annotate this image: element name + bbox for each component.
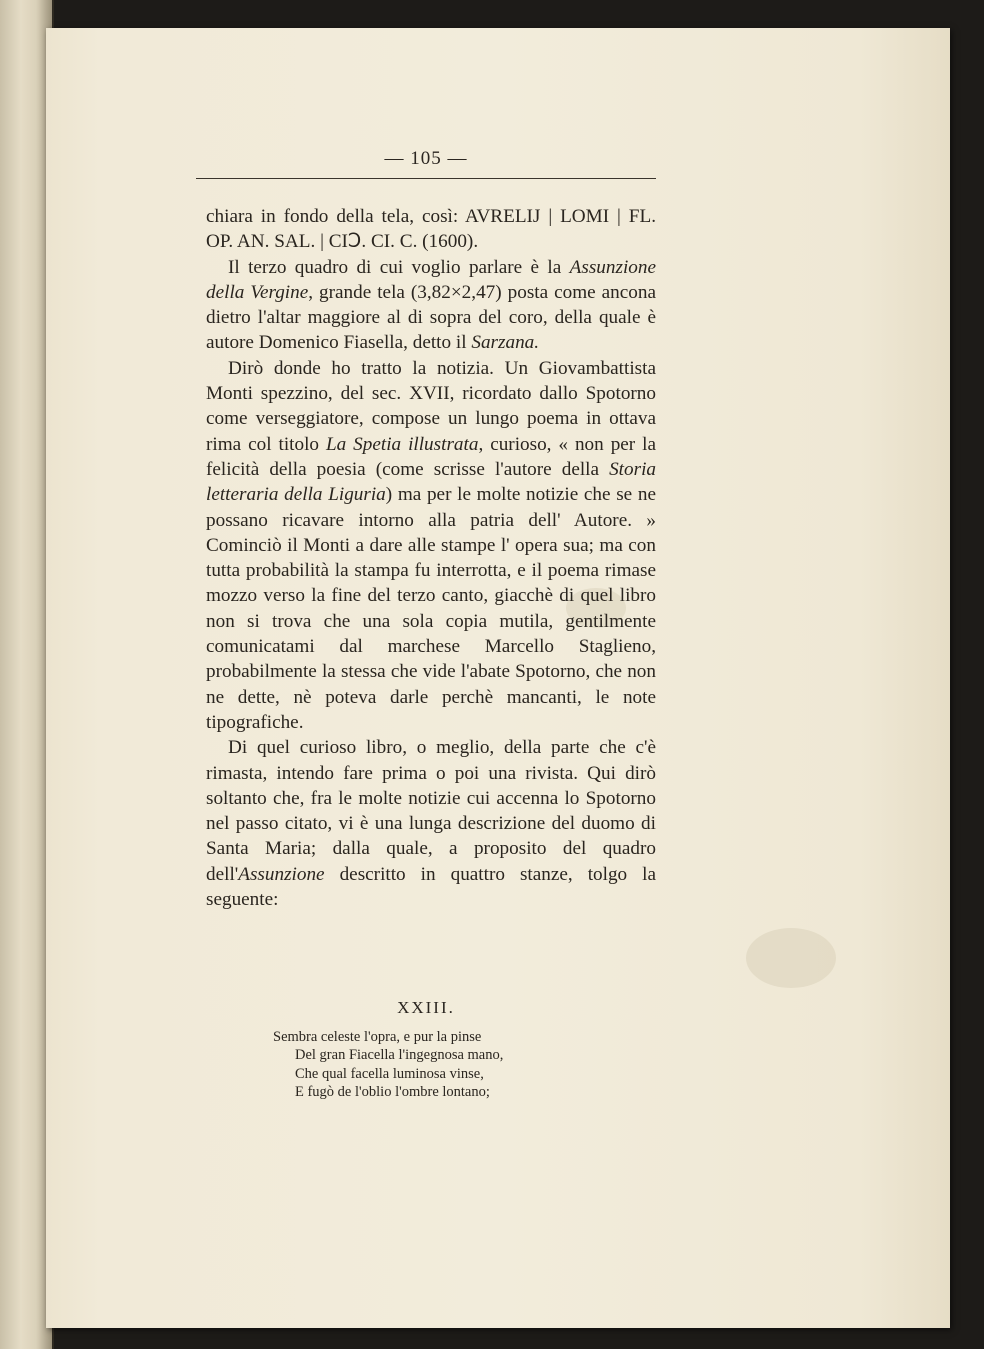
italic-title: Assunzione (238, 863, 325, 885)
poem-line: Sembra celeste l'opra, e pur la pinse (273, 1029, 482, 1045)
text-run: Dirò donde ho tratto la notizia. Un Giovambattista Monti spezzino, del sec. XVII, ricordato dallo Spotorno come verseggiatore, compose un lungo poema in ottava rima col titolo (206, 357, 656, 455)
italic-title: Storia letteraria della Liguria (206, 458, 656, 506)
paragraph (206, 735, 656, 912)
text-run: Di quel curioso libro, o meglio, della parte che c'è rimasta, intendo fare prima o poi una rivista. Qui dirò soltanto che, fra le molte notizie cui accenna lo Spotorno nel passo citato, vi è una lunga descrizione del duomo di Santa Maria; dalla quale, a proposito del quadro dell' (206, 737, 656, 885)
text-run: Il terzo quadro di cui voglio parlare è la (228, 256, 570, 278)
poem-line: E fugò de l'oblio l'ombre lontano; (295, 1084, 490, 1101)
poem-line: Del gran Fiacella l'ingegnosa mano, (295, 1047, 504, 1064)
paper-stain (746, 928, 836, 988)
italic-title: La Spetia illustrata (325, 433, 479, 455)
paragraph (206, 255, 656, 356)
text-run: chiara in fondo della tela, così: AVRELIJ | LOMI | FL. OP. AN. SAL. | CIↃ. CI. C. (1600). (206, 206, 656, 253)
paragraph (206, 204, 656, 255)
text-run: , curioso, « non per la felicità della poesia (come scrisse l'autore della (206, 433, 656, 480)
italic-name: Sarzana. (471, 332, 540, 354)
poem-line: Che qual facella luminosa vinse, (295, 1065, 484, 1082)
page-number: — 105 — (384, 148, 468, 169)
paragraph (206, 356, 656, 735)
header-rule (196, 178, 656, 179)
book-page (46, 28, 950, 1328)
stanza-number: XXIII. (397, 998, 455, 1017)
body-text (206, 204, 656, 912)
poem-stanza (273, 1028, 633, 1102)
text-run: ) ma per le molte notizie che se ne possano ricavare intorno alla patria dell' Autore. » Cominciò il Monti a dare alle stampe l' opera sua; ma con tutta probabilità la stampa fu interrotta, e il poema rimase mozzo verso la fine del terzo canto, giacchè di quel libro non si trova che una sola copia mutila, gentilmente comunicatami dal marchese Marcello Staglieno, probabilmente la stessa che vide l'abate Spotorno, che non ne dette, nè poteva darle perchè mancanti, le note tipografiche. (206, 484, 656, 733)
text-run: , grande tela (3,82×2,47) posta come ancona dietro l'altar maggiore al di sopra del coro, della quale è autore Domenico Fiasella, detto il (206, 281, 656, 354)
text-run: descritto in quattro stanze, tolgo la seguente: (206, 863, 656, 911)
italic-title: Assunzione della Vergine (206, 256, 656, 303)
